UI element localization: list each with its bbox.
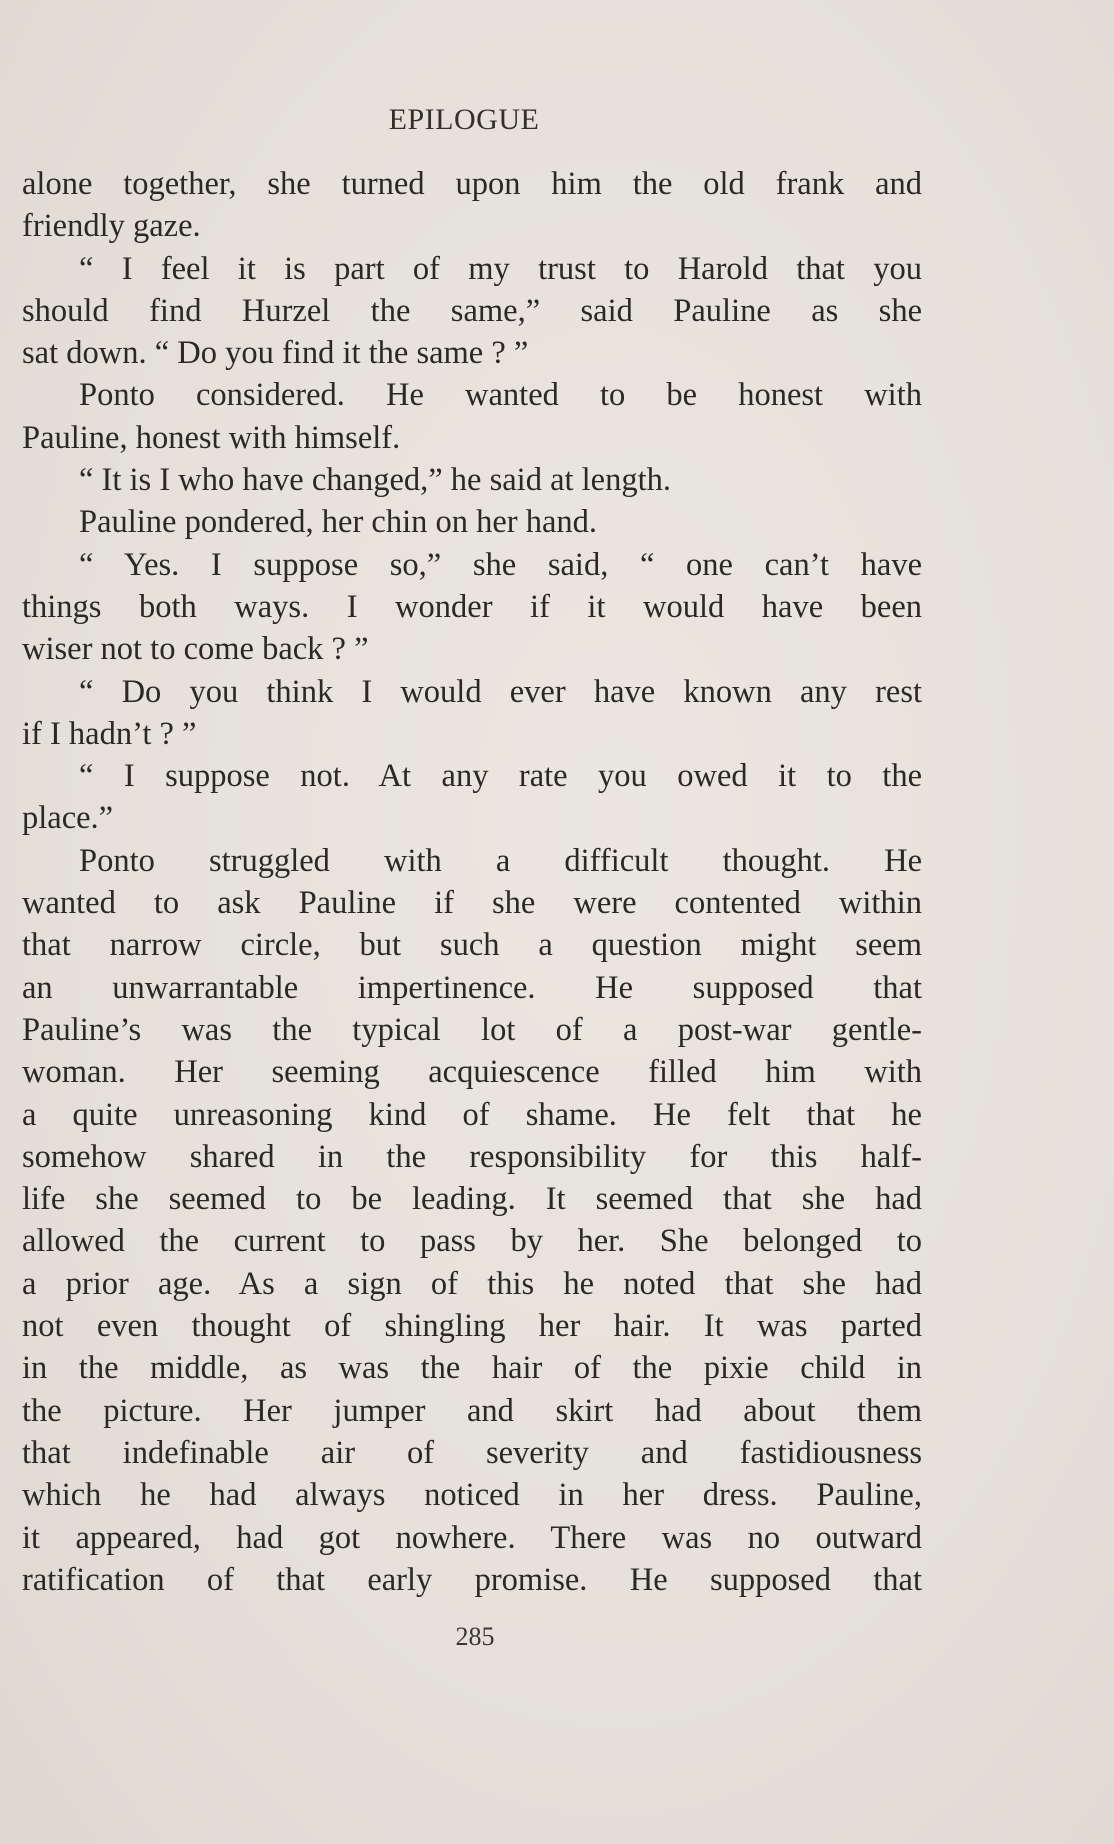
text-line: if I hadn’t ? ”	[22, 715, 197, 752]
text-line: friendly gaze.	[22, 208, 201, 245]
text-line: not even thought of shingling her hair. It was parted	[22, 1308, 922, 1345]
text-line: Pauline, honest with himself.	[22, 419, 401, 456]
text-line: that narrow circle, but such a question might seem	[22, 927, 922, 964]
text-line: Pauline’s was the typical lot of a post-war gentle-	[22, 1011, 922, 1048]
page-number: 285	[455, 1622, 495, 1651]
text-line: a quite unreasoning kind of shame. He felt that he	[22, 1096, 922, 1133]
text-line: wanted to ask Pauline if she were contented within	[22, 885, 922, 922]
text-line: the picture. Her jumper and skirt had about them	[22, 1392, 922, 1429]
text-line: a prior age. As a sign of this he noted that she had	[22, 1265, 922, 1302]
text-line: Pauline pondered, her chin on her hand.	[79, 504, 598, 541]
body-text	[22, 163, 922, 1601]
text-line: life she seemed to be leading. It seemed that she had	[22, 1181, 922, 1218]
text-line: somehow shared in the responsibility for this half-	[22, 1138, 922, 1175]
text-line: that indefinable air of severity and fastidiousness	[22, 1434, 922, 1471]
text-line: Ponto considered. He wanted to be honest with	[79, 377, 922, 414]
text-line: ratification of that early promise. He supposed that	[22, 1561, 922, 1598]
text-line: it appeared, had got nowhere. There was no outward	[22, 1519, 922, 1556]
text-line: which he had always noticed in her dress. Pauline,	[22, 1477, 922, 1514]
text-line: woman. Her seeming acquiescence filled him with	[22, 1054, 922, 1091]
text-line: things both ways. I wonder if it would have been	[22, 588, 922, 625]
text-line: wiser not to come back ? ”	[22, 631, 369, 668]
text-line: “ Yes. I suppose so,” she said, “ one can’t have	[79, 546, 922, 583]
text-line: Ponto struggled with a difficult thought. He	[79, 842, 922, 879]
text-line: “ It is I who have changed,” he said at length.	[79, 462, 672, 499]
text-line: “ Do you think I would ever have known any rest	[79, 673, 922, 710]
text-line: “ I feel it is part of my trust to Harold that you	[79, 250, 922, 287]
text-line: should find Hurzel the same,” said Pauline as she	[22, 292, 922, 329]
text-line: place.”	[22, 800, 114, 837]
text-line: allowed the current to pass by her. She belonged to	[22, 1223, 922, 1260]
text-line: an unwarrantable impertinence. He supposed that	[22, 969, 922, 1006]
text-line: sat down. “ Do you find it the same ? ”	[22, 335, 529, 372]
text-line: “ I suppose not. At any rate you owed it to the	[79, 758, 922, 795]
text-line: in the middle, as was the hair of the pixie child in	[22, 1350, 922, 1387]
running-head: EPILOGUE	[388, 103, 540, 136]
text-line: alone together, she turned upon him the old frank and	[22, 166, 922, 202]
